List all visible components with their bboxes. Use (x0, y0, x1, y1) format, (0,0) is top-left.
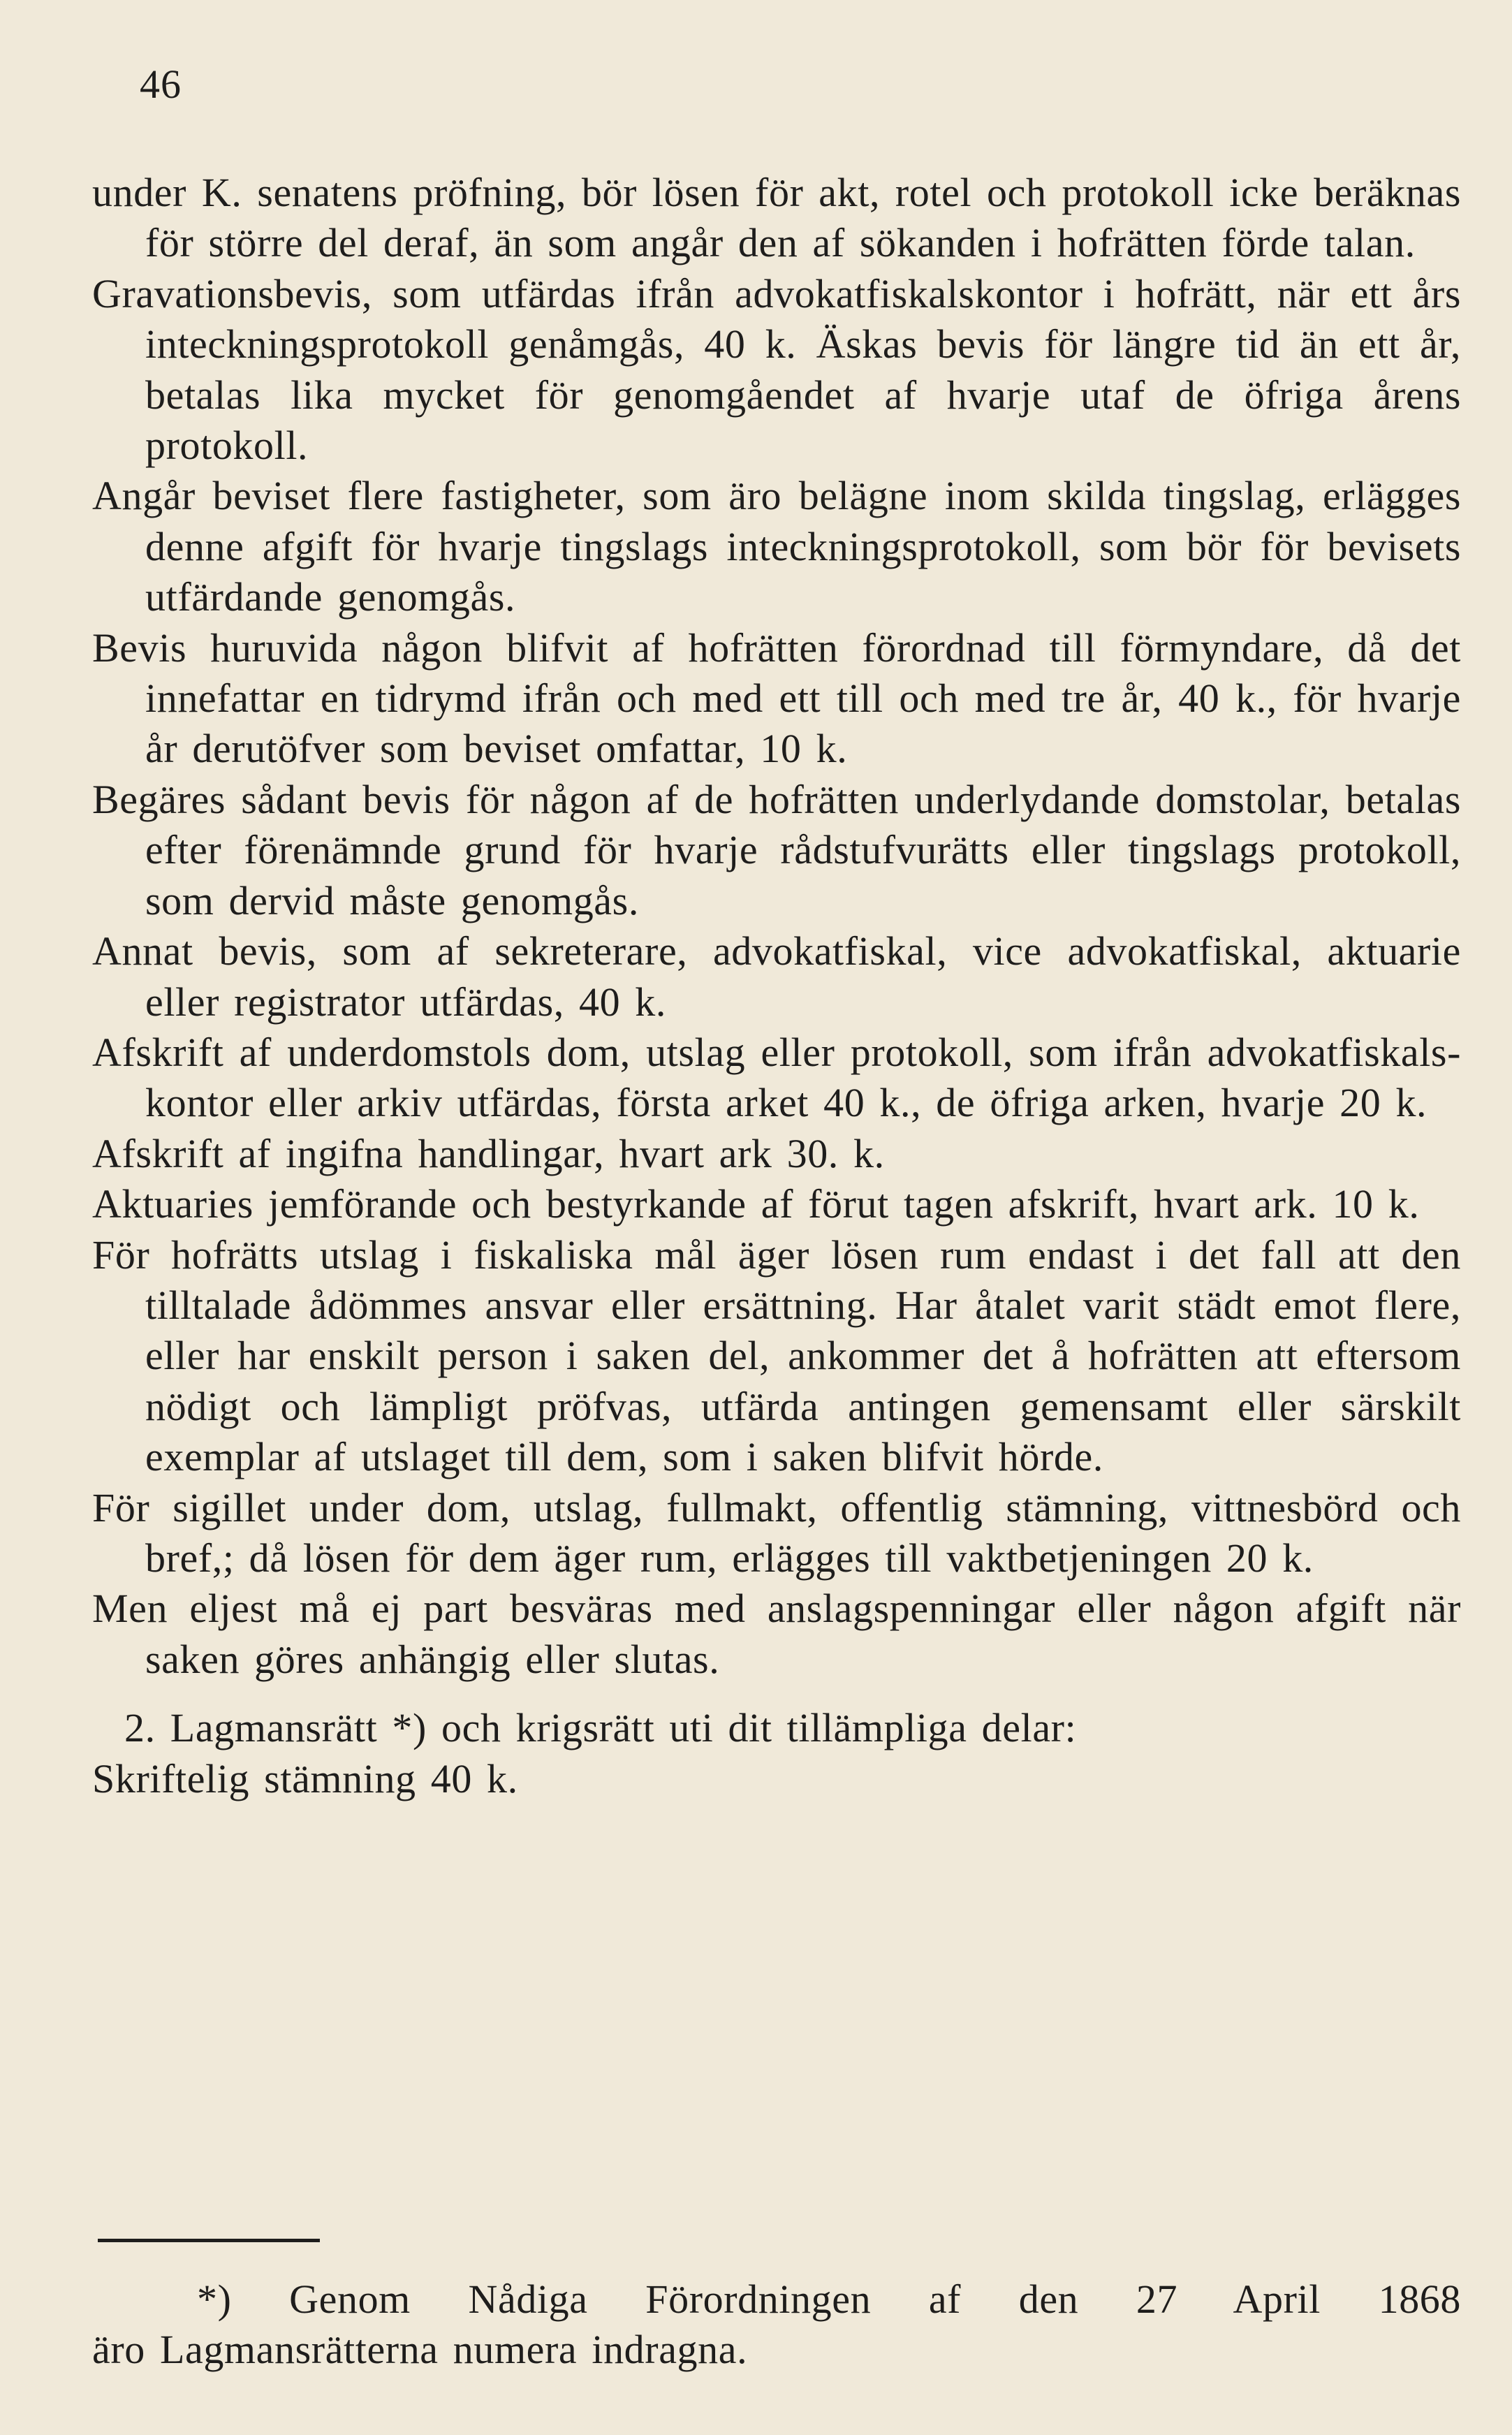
page-number: 46 (140, 61, 182, 107)
paragraph-actuary-verification: Aktuaries jemförande och bestyrkande af förut tagen afskrift, hvart ark. 10 k. (92, 1181, 1420, 1227)
paragraph-other-certificate: Annat bevis, som af sekreterare, advokatfiskal, vice advokatfiskal, aktuarie eller registrator utfärdas, 40 k. (92, 928, 1461, 1025)
paragraph-copy-submitted-documents: Afskrift af ingifna handlingar, hvart ark 30. k. (92, 1130, 885, 1176)
footnote (92, 2274, 1461, 2375)
section-2 (92, 1703, 1461, 1804)
section-2-written-summons: Skriftelig stämning 40 k. (92, 1755, 518, 1801)
paragraph-no-other-fees: Men eljest må ej part besväras med anslagspenningar eller någon afgift när saken göres anhängig eller slutas. (92, 1586, 1461, 1682)
footnote-line-2: äro Lagmansrätterna numera indragna. (92, 2327, 748, 2372)
section-2-heading: 2. Lagmansrätt *) och krigsrätt uti dit tillämpliga delar: (124, 1705, 1077, 1751)
paragraph-seal-fee: För sigillet under dom, utslag, fullmakt, offentlig stämning, vittnesbörd och bref,; då lösen för dem äger rum, erlägges till vaktbetjeningen 20 k. (92, 1484, 1461, 1581)
footnote-divider (98, 2239, 320, 2242)
paragraph-copy-lower-court-ruling: Afskrift af underdomstols dom, utslag eller protokoll, som ifrån advokatfiskals-kontor eller arkiv utfärdas, första arket 40 k., de öfriga arken, hvarje 20 k. (92, 1029, 1461, 1126)
paragraph-guardian-certificate: Bevis huruvida någon blifvit af hofrätten förordnad till förmyndare, då det innefattar en tidrymd ifrån och med ett till och med tre år, 40 k., för hvarje år derutöfver som beviset omfattar, 10 k. (92, 624, 1461, 772)
paragraph-senate-review: under K. senatens pröfning, bör lösen för akt, rotel och protokoll icke beräknas för större del deraf, än som angår den af sökanden i hofrätten förde talan. (92, 170, 1461, 266)
paragraph-fiscal-cases: För hofrätts utslag i fiskaliska mål äger lösen rum endast i det fall att den tilltalade ådömmes ansvar eller ersättning. Har åtalet varit städt emot flere, eller har enskilt person i saken del, ankommer det å hofrätten att eftersom nödigt och lämpligt pröfvas, utfärda antingen gemensamt eller särskilt exemplar af utslaget till dem, som i saken blifvit hörde. (92, 1231, 1461, 1480)
footnote-line-1: *) Genom Nådiga Förordningen af den 27 April 1868 (197, 2276, 1461, 2322)
paragraph-lower-courts: Begäres sådant bevis för någon af de hofrätten underlydande domstolar, betalas efter förenämnde grund för hvarje rådstufvurätts eller tingslags protokoll, som dervid måste genomgås. (92, 776, 1461, 923)
paragraph-gravationsbevis: Gravationsbevis, som utfärdas ifrån advokatfiskalskontor i hofrätt, när ett års inteckningsprotokoll genåmgås, 40 k. Äskas bevis för längre tid än ett år, betalas lika mycket för genomgåendet af hvarje utaf de öfriga årens protokoll. (92, 270, 1461, 469)
paragraph-multiple-properties: Angår beviset flere fastigheter, som äro belägne inom skilda tingslag, erlägges denne afgift för hvarje tingslags inteckningsprotokoll, som bör för bevisets utfärdande genomgås. (92, 473, 1461, 620)
body-text (92, 168, 1461, 1804)
